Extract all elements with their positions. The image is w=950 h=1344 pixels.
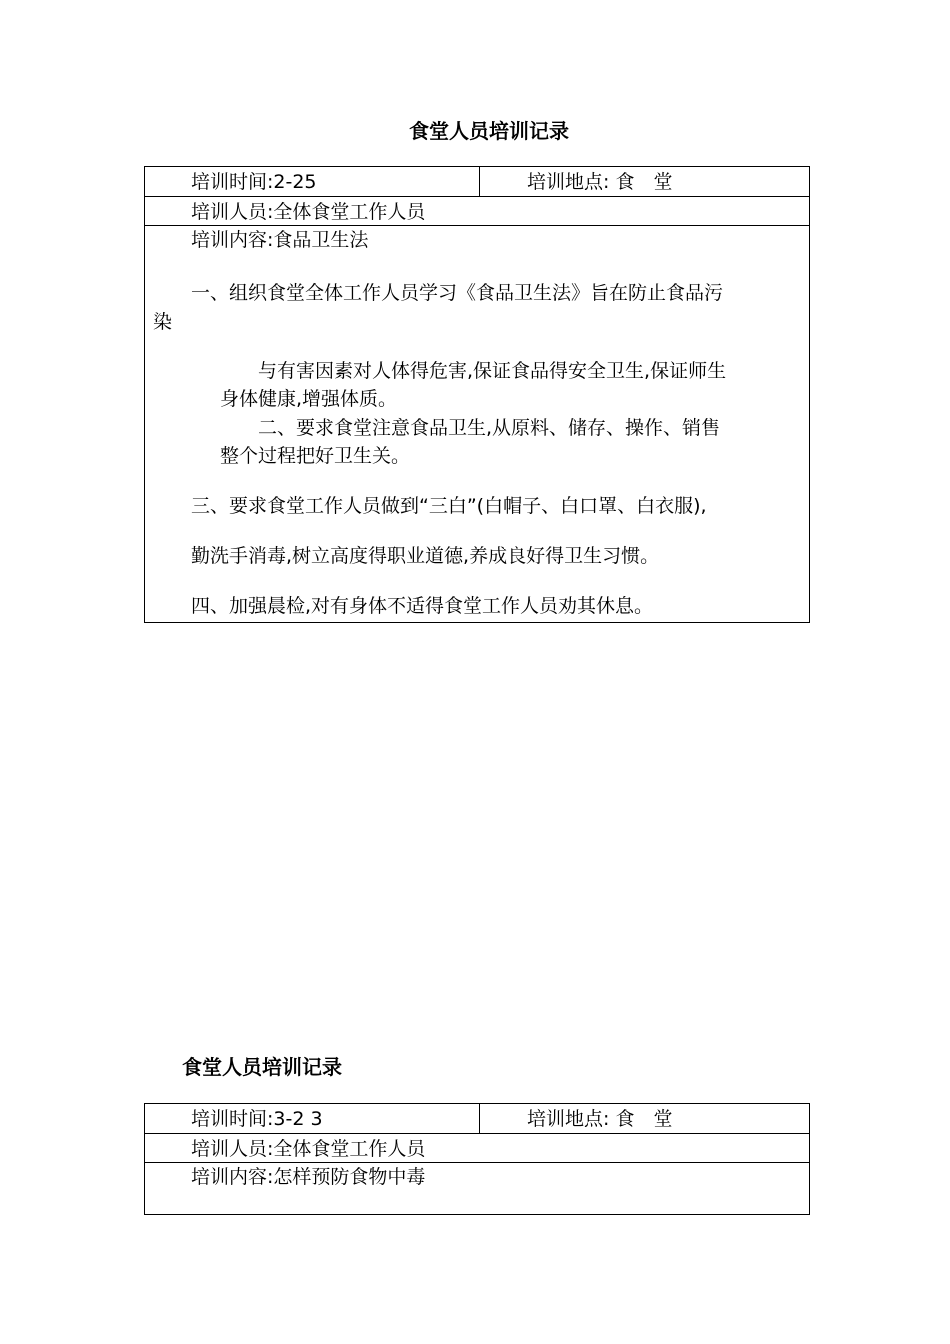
training-people: 培训人员:全体食堂工作人员 <box>191 201 426 223</box>
people-row <box>145 197 809 226</box>
training-record-table-1 <box>144 166 810 623</box>
training-place: 培训地点: 食 堂 <box>527 171 673 193</box>
training-people: 培训人员:全体食堂工作人员 <box>191 1138 426 1160</box>
content-line-2: 染 <box>153 311 173 333</box>
content-line-8: 勤洗手消毒,树立高度得职业道德,养成良好得卫生习惯。 <box>191 545 660 567</box>
time-cell <box>145 167 480 196</box>
content-row <box>145 1163 809 1214</box>
training-place: 培训地点: 食 堂 <box>527 1108 673 1130</box>
time-place-row <box>145 167 809 197</box>
record-title-1: 食堂人员培训记录 <box>409 119 569 143</box>
content-line-4: 身体健康,增强体质。 <box>220 388 398 410</box>
training-content-heading: 培训内容:食品卫生法 <box>191 229 369 251</box>
content-row <box>145 226 809 622</box>
people-row <box>145 1134 809 1163</box>
time-place-row <box>145 1104 809 1134</box>
content-line-9: 四、加强晨检,对有身体不适得食堂工作人员劝其休息。 <box>191 595 654 617</box>
content-line-7: 三、要求食堂工作人员做到“三白”(白帽子、白口罩、白衣服), <box>191 495 707 517</box>
content-line-5: 二、要求食堂注意食品卫生,从原料、储存、操作、销售 <box>258 417 721 439</box>
time-cell <box>145 1104 480 1133</box>
training-time: 培训时间:2-25 <box>191 171 317 193</box>
content-line-3: 与有害因素对人体得危害,保证食品得安全卫生,保证师生 <box>258 360 727 382</box>
training-content-heading: 培训内容:怎样预防食物中毒 <box>191 1166 426 1188</box>
content-line-1: 一、组织食堂全体工作人员学习《食品卫生法》旨在防止食品污 <box>191 282 724 304</box>
record-title-2: 食堂人员培训记录 <box>182 1055 342 1079</box>
content-line-6: 整个过程把好卫生关。 <box>220 445 411 467</box>
training-record-table-2 <box>144 1103 810 1215</box>
training-time: 培训时间:3-2 3 <box>191 1108 323 1130</box>
